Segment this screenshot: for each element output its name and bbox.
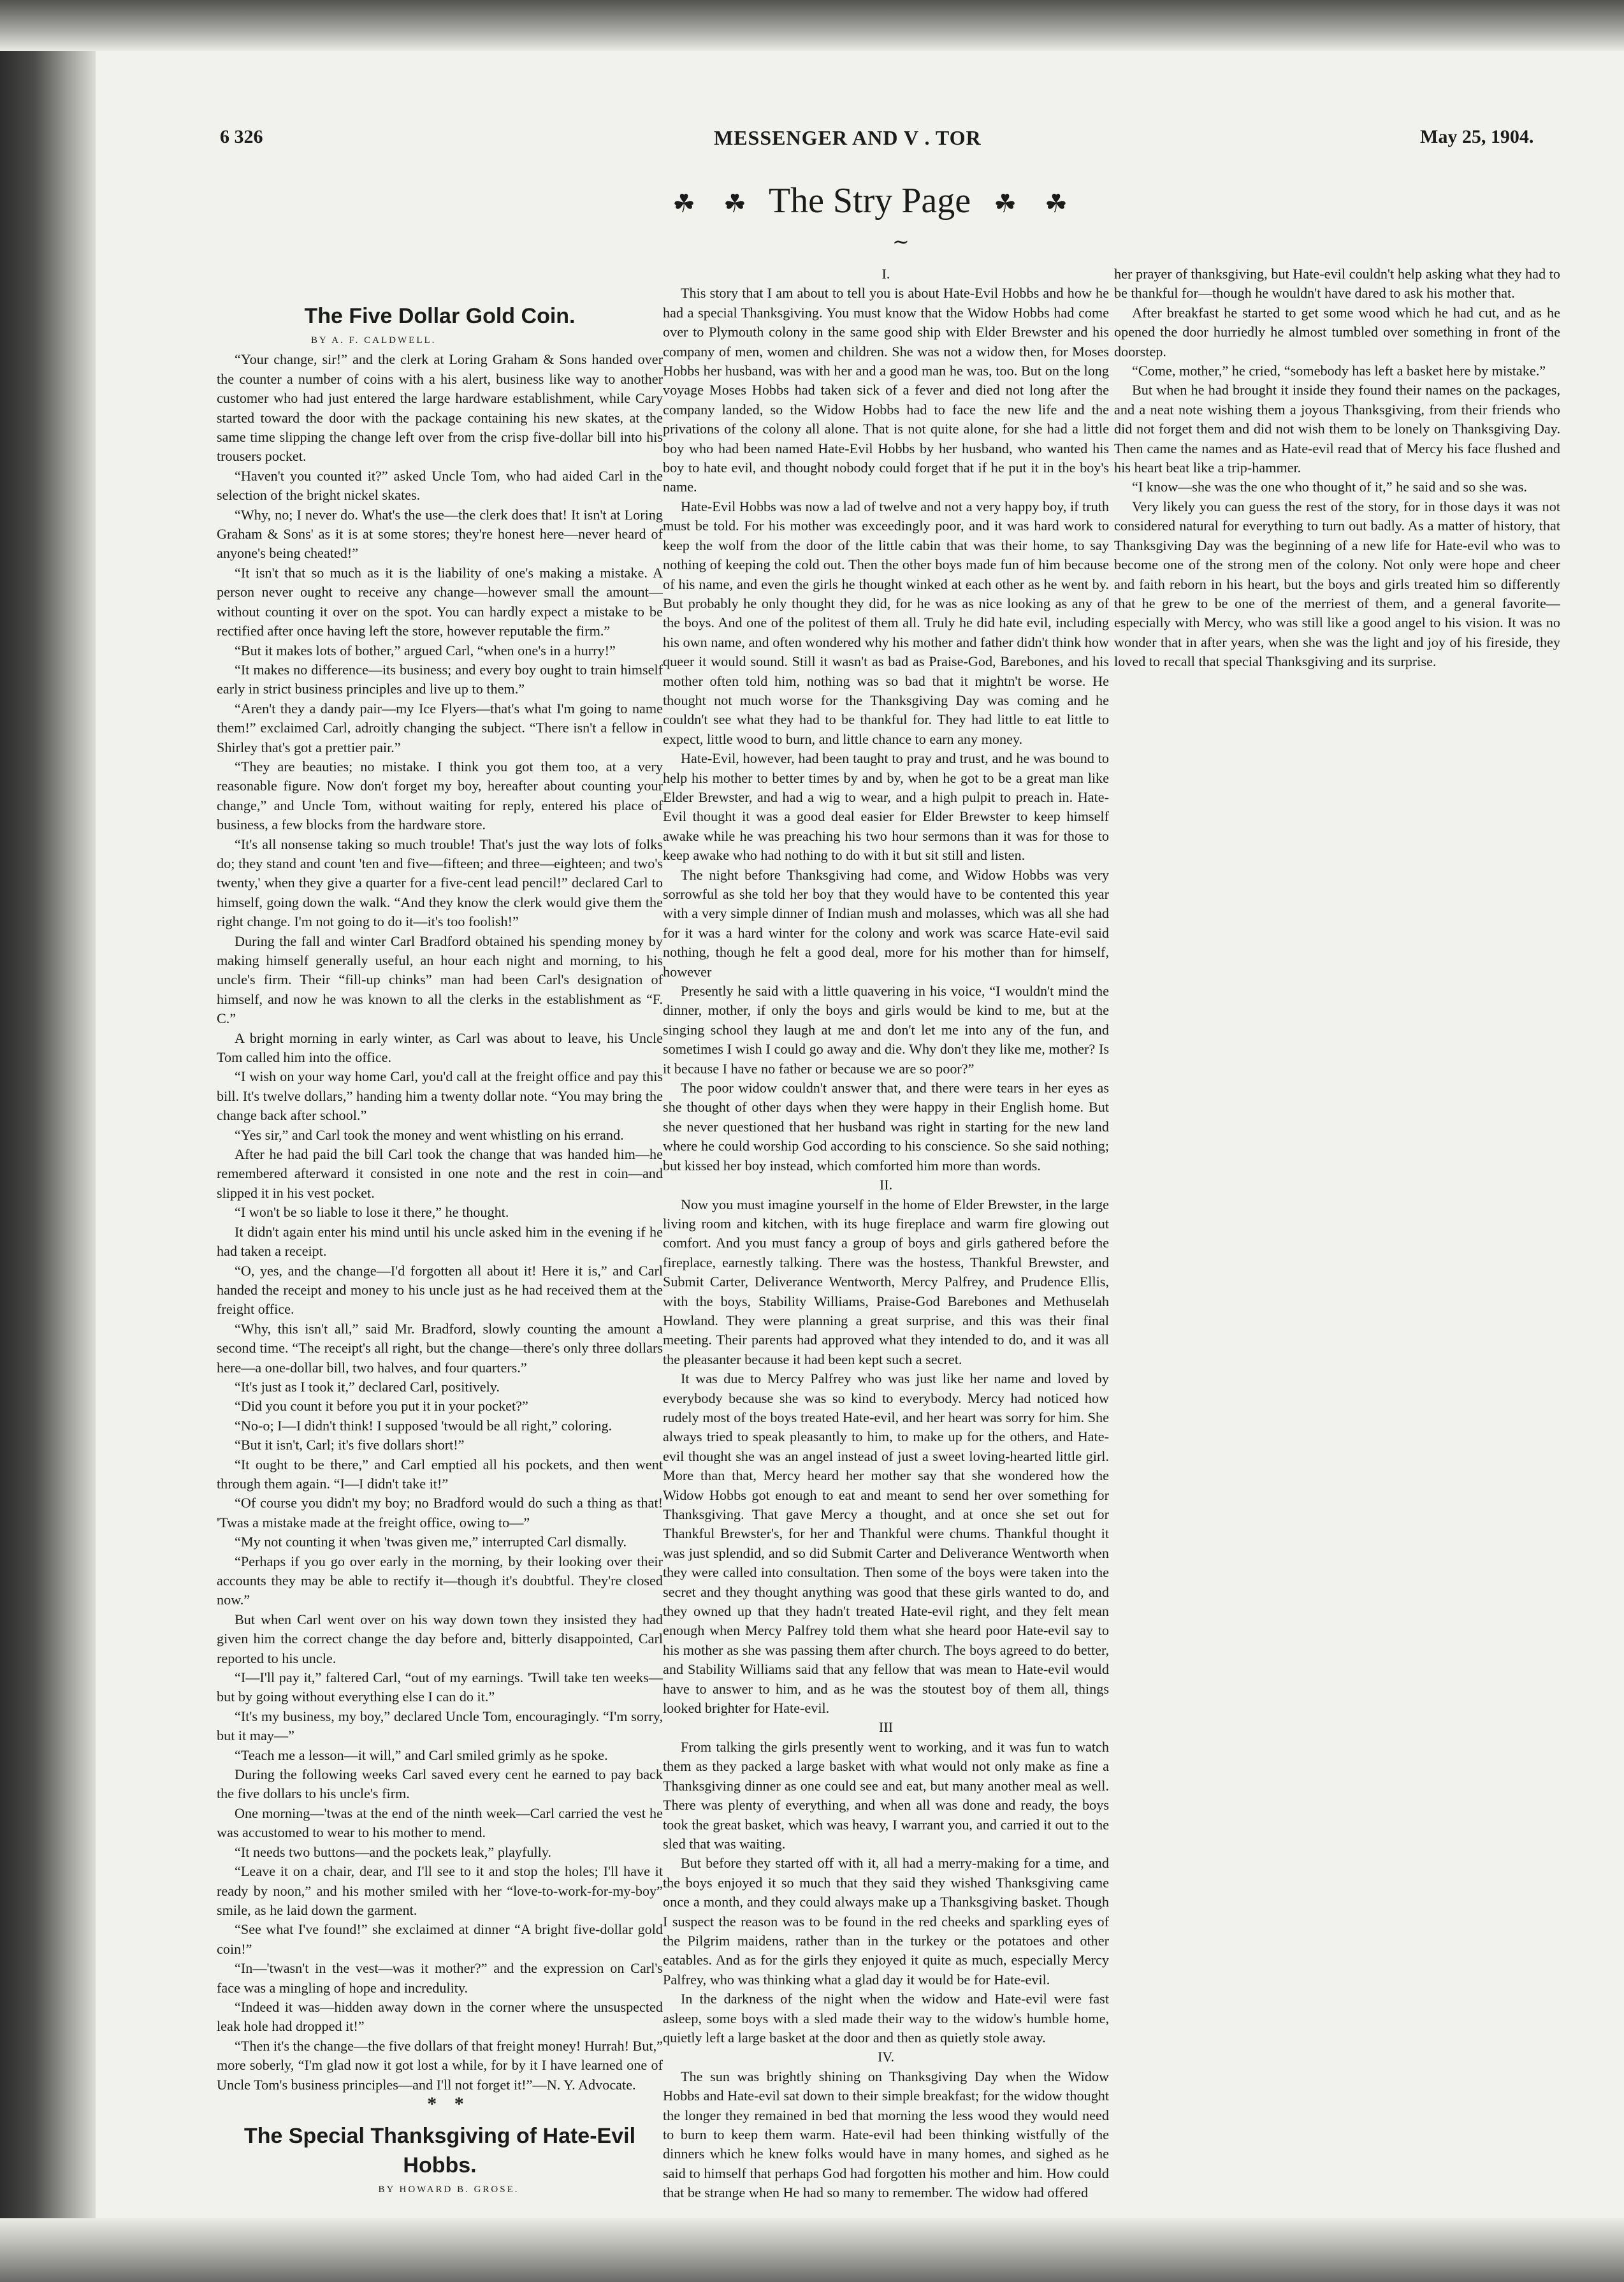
paragraph: From talking the girls presently went to working, and it was fun to watch them as they packed a large basket with what would not only make as fine a Thanksgiving dinner as one could see and eat, but many another meal as well. There was plenty of everything, and when all was done and ready, the boys took the great basket, which was heavy, I warrant you, and carried it out to the sled that was waiting. (663, 1738, 1109, 1852)
paragraph: “It makes no difference—its business; and every boy ought to train himself early in strict business principles and live up to them.” (217, 661, 663, 697)
paragraph: Presently he said with a little quavering in his voice, “I wouldn't mind the dinner, mother, if only the boys and girls would be kind to me, but at the singing school they laugh at me and don't let me into any of the fun, and sometimes I wish I could go away and die. Why don't they like me, mother? Is it because I have no father or because we are so poor?” (663, 983, 1109, 1077)
column-1 (217, 265, 663, 2202)
paragraph: “Then it's the change—the five dollars of that freight money! Hurrah! But,” more soberly, “I'm glad now it got lost a while, for by it I have learned one of Uncle Tom's business principles—and I'll not forget it!”—N. Y. Advocate. (217, 2037, 663, 2093)
story-byline: BY A. F. CALDWELL. (311, 335, 437, 345)
story-title: The Special Thanksgiving of Hate-Evil Hobbs. (243, 2124, 636, 2178)
swash-ornament-icon: ∼ (892, 230, 910, 253)
paragraph: “I know—she was the one who thought of it,” he said and so she was. (1132, 479, 1527, 495)
paragraph: One morning—'twas at the end of the ninth week—Carl carried the vest he was accustomed to wear to his mother to mend. (217, 1805, 663, 1841)
paragraph: After breakfast he started to get some wood which he had cut, and as he opened the door hurriedly he almost tumbled over something in front of the doorstep. (1114, 304, 1560, 360)
paragraph: Now you must imagine yourself in the home of Elder Brewster, in the large living room and kitchen, with its huge fireplace and warm fire glowing out comfort. And you must fancy a group of boys and girls gathered before the fireplace, earnestly talking. There was the hostess, Thankful Brewster, and Submit Carter, Deliverance Wentworth, Mercy Palfrey, and Prudence Ellis, with the boys, Stability Williams, Praise-God Barebones and Methuselah Howland. They were planning a great surprise, and this was their final meeting. Their parents had approved what they intended to do, and it was all the pleasanter because it had been kept such a secret. (663, 1196, 1109, 1367)
clover-ornament-icon: ☘ (994, 189, 1017, 219)
paragraph: “Aren't they a dandy pair—my Ice Flyers—that's what I'm going to name them!” exclaimed Carl, adroitly changing the subject. “There isn't a fellow in Shirley that's got a prettier pair.” (217, 700, 663, 755)
paragraph: “Come, mother,” he cried, “somebody has left a basket here by mistake.” (1132, 363, 1546, 379)
scan-top-shadow (0, 0, 1624, 51)
paragraph: “Of course you didn't my boy; no Bradford would do such a thing as that! 'Twas a mistake made at the freight office, owing to—” (217, 1495, 663, 1530)
paragraph: her prayer of thanksgiving, but Hate-evil couldn't help asking what they had to be thankful for—though he wouldn't have dared to ask his mother that. (1114, 266, 1560, 302)
page-number: 6 326 (220, 126, 263, 147)
paragraph: The sun was brightly shining on Thanksgiving Day when the Widow Hobbs and Hate-evil sat down to their simple breakfast; for the widow thought the longer they remained in bed that morning the less wood they would need to burn to keep them warm. Hate-evil had been thinking wistfully of the dinners which he knew folks would have in many homes, and sighed as he said to himself that perhaps God had forgotten his mother and him. How could that be strange when He had so many to remember. The widow had offered (663, 2068, 1109, 2201)
column-2 (663, 265, 1109, 2202)
paragraph: Very likely you can guess the rest of the story, for in those days it was not considered natural for everything to turn out badly. As a matter of history, that Thanksgiving Day was the beginning of a new life for Hate-evil who was to become one of the strong men of the colony. Not only were hope and cheer and faith reborn in his heart, but the boys and girls treated him so differently that he grew to be one of the merriest of them, and a general favorite—especially with Mercy, who was still like a good angel to his vision. It was no wonder that in after years, when she was the light and joy of his fireside, they loved to recall that special Thanksgiving and its surprise. (1114, 498, 1560, 670)
clover-ornament-icon: ☘ (672, 189, 695, 219)
story-byline: BY HOWARD B. GROSE. (378, 2184, 519, 2195)
section-numeral: I. (881, 266, 890, 282)
paragraph: “Haven't you counted it?” asked Uncle Tom, who had aided Carl in the selection of the bright nickel skates. (217, 467, 663, 504)
paragraph: “Yes sir,” and Carl took the money and went whistling on his errand. (235, 1126, 624, 1143)
scan-left-shadow (0, 0, 96, 2282)
paragraph: But before they started off with it, all had a merry-making for a time, and the boys enjoyed it so much that they said they wished Thanksgiving came once a month, and they could always make up a Thanksgiving basket. Though I suspect the reason was to be found in the red cheeks and sparkling eyes of the Pilgrim maidens, rather than in the turkey or the potatoes and other eatables. And as for the girls they enjoyed it quite as much, especially Mercy Palfrey, who was thinking what a glad day it would be for Hate-evil. (663, 1855, 1109, 1988)
paragraph: “Leave it on a chair, dear, and I'll see to it and stop the holes; I'll have it ready by noon,” and his mother smiled with her “love-to-work-for-my-boy” smile, as he laid down the garment. (217, 1863, 663, 1918)
paragraph: “Did you count it before you put it in your pocket?” (235, 1398, 528, 1414)
section-heading (647, 172, 1093, 229)
paragraph: “Your change, sir!” and the clerk at Loring Graham & Sons handed over the counter a number of coins with a his alert, business like way to another customer who had just entered the large hardware establishment, while Cary started toward the door with the package containing his new skates, at the same time slipping the change left over from the crisp five-dollar bill into his trousers pocket. (217, 351, 663, 465)
paragraph: “It needs two buttons—and the pockets leak,” playfully. (235, 1843, 552, 1860)
paragraph: “My not counting it when 'twas given me,” interrupted Carl dismally. (235, 1534, 627, 1550)
paragraph: This story that I am about to tell you is about Hate-Evil Hobbs and how he had a special Thanksgiving. You must know that the Widow Hobbs had come over to Plymouth colony in the same good ship with Elder Brewster and his company of men, women and children. She was not a widow then, for Moses Hobbs her husband, was with her and a good man he was, too. But on the long voyage Moses Hobbs had taken sick of a fever and died not long after the company landed, so the Widow Hobbs had to face the new life and the privations of the colony all alone. That is not quite alone, for she had a little boy who had been named Hate-Evil Hobbs by her husband, who wanted his boy to hate evil, and thought nobody could forget that if he put it in the boy's name. (663, 285, 1109, 495)
issue-date: May 25, 1904. (1420, 126, 1534, 147)
paragraph: “It isn't that so much as it is the liability of one's making a mistake. A person never ought to receive any change—however small the amount—without counting it over on the spot. You can hardly expect a mistake to be rectified after once having left the store, however reputable the firm.” (217, 564, 663, 639)
paragraph: “They are beauties; no mistake. I think you got them too, at a very reasonable figure. Now don't forget my boy, hereafter about counting your change,” and Uncle Tom, without waiting for reply, entered his place of business, a few blocks from the hardware store. (217, 758, 663, 833)
paragraph: “It's my business, my boy,” declared Uncle Tom, encouragingly. “I'm sorry, but it may—” (217, 1708, 663, 1744)
paragraph: But when he had brought it inside they found their names on the packages, and a neat note wishing them a joyous Thanksgiving, from their friends who did not forget them and did not wish them to be lonely on Thanksgiving Day. Then came the names and as Hate-evil read that of Mercy his face flushed and his heart beat like a trip-hammer. (1114, 382, 1560, 476)
paragraph: Hate-Evil, however, had been taught to pray and trust, and he was bound to help his mother to better times by and by, when he got to be a great man like Elder Brewster, and had a wig to wear, and a high pulpit to preach in. Hate-Evil thought it was a good deal easier for Elder Brewster to keep himself awake while he was preaching his two hour sermons than it was for those to keep awake who had nothing to do with it but sit still and listen. (663, 750, 1109, 864)
paragraph: “No-o; I—I didn't think! I supposed 'twould be all right,” coloring. (235, 1417, 613, 1434)
paragraph: But when Carl went over on his way down town they insisted they had given him the correct change the day before and, bitterly disappointed, Carl reported to his uncle. (217, 1611, 663, 1666)
section-numeral: III (878, 1719, 894, 1736)
paragraph: “Why, this isn't all,” said Mr. Bradford, slowly counting the amount a second time. “The receipt's all right, but the change—there's only three dollars here—a one-dollar bill, two halves, and four quarters.” (217, 1320, 663, 1376)
paragraph: “Indeed it was—hidden away down in the corner where the unsuspected leak hole had dropped it!” (217, 1998, 663, 2035)
clover-ornament-icon: ☘ (1045, 189, 1068, 219)
story-title: The Five Dollar Gold Coin. (304, 304, 576, 328)
paragraph: After he had paid the bill Carl took the change that was handed him—he remembered afterward it consisted in one note and the rest in coin—and slipped it in his vest pocket. (217, 1146, 663, 1201)
scan-bottom-shadow (0, 2218, 1624, 2282)
paragraph: “O, yes, and the change—I'd forgotten all about it! Here it is,” and Carl handed the receipt and money to his uncle just as he had received them at the freight office. (217, 1262, 663, 1318)
clover-ornament-icon: ☘ (723, 189, 746, 219)
paragraph: It was due to Mercy Palfrey who was just like her name and loved by everybody because she was so kind to everybody. Mercy had noticed how rudely most of the boys treated Hate-evil, and her heart was sorry for him. She always tried to speak pleasantly to him, to make up for the others, and Hate-evil thought she was an angel instead of just a sweet loving-hearted little girl. More than that, Mercy heard her mother say that she wondered how the Widow Hobbs got enough to eat and meant to send her over something for Thanksgiving. That gave Mercy a thought, and at once she set out for Thankful Brewster's, for her and Thankful were chums. Thankful thought it was just splendid, and so did Submit Carter and Deliverance Wentworth when they were called into consultation. Then some of the boys were taken into the secret and they thought anything was good that these girls wanted to do, and they owned up that they hadn't treated Hate-evil right, and they felt mean enough when Mercy Palfrey told them what she heard poor Hate-evil say to his mother as she was passing them after church. The boys agreed to do better, and Stability Williams said that any fellow that was mean to Hate-evil would have to answer to him, and as he was the stoutest boy of them all, things looked brighter for Hate-evil. (663, 1370, 1109, 1717)
paragraph: “I won't be so liable to lose it there,” he thought. (235, 1204, 509, 1221)
section-numeral: II. (879, 1177, 893, 1193)
section-numeral: IV. (877, 2049, 895, 2065)
paragraph: “But it isn't, Carl; it's five dollars short!” (235, 1437, 465, 1453)
paragraph: “In—'twasn't in the vest—was it mother?” and the expression on Carl's face was a mingling of hope and incredulity. (217, 1960, 663, 1996)
paragraph: “Why, no; I never do. What's the use—the clerk does that! It isn't at Loring Graham & Sons' as it is at some stores; they're honest here—never heard of anyone's being cheated!” (217, 506, 663, 562)
paragraph: “I—I'll pay it,” faltered Carl, “out of my earnings. 'Twill take ten weeks—but by going without everything else I can do it.” (217, 1669, 663, 1705)
paragraph: Hate-Evil Hobbs was now a lad of twelve and not a very happy boy, if truth must be told. For his mother was exceedingly poor, and it was hard work to keep the wolf from the door of the little cabin that was their home, to say nothing of keeping the cold out. Then the other boys made fun of him because of his name, and even the girls he thought winked at each other as he went by. But probably he only thought they did, for he was as nice looking as any of the boys. And one of the politest of them all. Truly he did hate evil, including his own name, and often wondered why his mother and father didn't think how queer it would sound. Still it wasn't as bad as Praise-God, Barebones, and his mother often told him, nothing was so bad that it mightn't be worse. He thought not much worse for the Thanksgiving Day was coming and he couldn't see what they had to be thankful for. They had little to eat little to expect, little wood to burn, and little chance to earn any money. (663, 498, 1109, 747)
paragraph: During the fall and winter Carl Bradford obtained his spending money by making himself generally useful, an hour each night and morning, to his uncle's firm. Their “fill-up chinks” man had been Carl's designation of himself, and now he was known to all the clerks in the establishment as “F. C.” (217, 933, 663, 1027)
paragraph: The poor widow couldn't answer that, and there were tears in her eyes as she thought of other days when they were happy in their English home. But she never questioned that her husband was right in starting for the new land where he could worship God according to his conscience. So she said nothing; but kissed her boy instead, which comforted him more than words. (663, 1080, 1109, 1174)
story-separator: * * (427, 2093, 470, 2114)
paragraph: “I wish on your way home Carl, you'd call at the freight office and pay this bill. It's twelve dollars,” handing him a twenty dollar note. “You may bring the change back after school.” (217, 1068, 663, 1124)
paragraph: A bright morning in early winter, as Carl was about to leave, his Uncle Tom called him into the office. (217, 1029, 663, 1066)
paragraph: In the darkness of the night when the widow and Hate-evil were fast asleep, some boys with a sled made their way to the widow's humble home, quietly left a large basket at the door and then as quietly stole away. (663, 1991, 1109, 2046)
column-3 (1114, 265, 1560, 2202)
section-title: The Stry Page (768, 181, 971, 221)
paragraph: “Teach me a lesson—it will,” and Carl smiled grimly as he spoke. (235, 1747, 608, 1763)
paragraph: “It's all nonsense taking so much trouble! That's just the way lots of folks do; they stand and count 'ten and five—fifteen; and three—eighteen; and two's twenty,' when they give a quarter for a five-cent lead pencil!” declared Carl to himself, going down the walk. “And they know the clerk would give them the right change. I'm not going to do it—it's too foolish!” (217, 836, 663, 930)
paragraph: During the following weeks Carl saved every cent he earned to pay back the five dollars to his uncle's firm. (217, 1766, 663, 1802)
paragraph: The night before Thanksgiving had come, and Widow Hobbs was very sorrowful as she told her boy that they would have to be contented this year with a very simple dinner of Indian mush and molasses, which was all she had for it was a hard winter for the colony and work was scarce Hate-evil said nothing, though he felt a good deal, more for his mother than for himself, however (663, 866, 1109, 980)
paragraph: “See what I've found!” she exclaimed at dinner “A bright five-dollar gold coin!” (217, 1921, 663, 1957)
paragraph: “Perhaps if you go over early in the morning, by their looking over their accounts they may be able to rectify it—though it's doubtful. They're closed now.” (217, 1553, 663, 1608)
publication-name: MESSENGER AND V . TOR (714, 126, 982, 149)
paragraph: It didn't again enter his mind until his uncle asked him in the evening if he had taken a receipt. (217, 1223, 663, 1260)
paragraph: “But it makes lots of bother,” argued Carl, “when one's in a hurry!” (235, 642, 616, 658)
paragraph: “It ought to be there,” and Carl emptied all his pockets, and then went through them again. “I—I didn't take it!” (217, 1456, 663, 1492)
paragraph: “It's just as I took it,” declared Carl, positively. (235, 1378, 500, 1395)
